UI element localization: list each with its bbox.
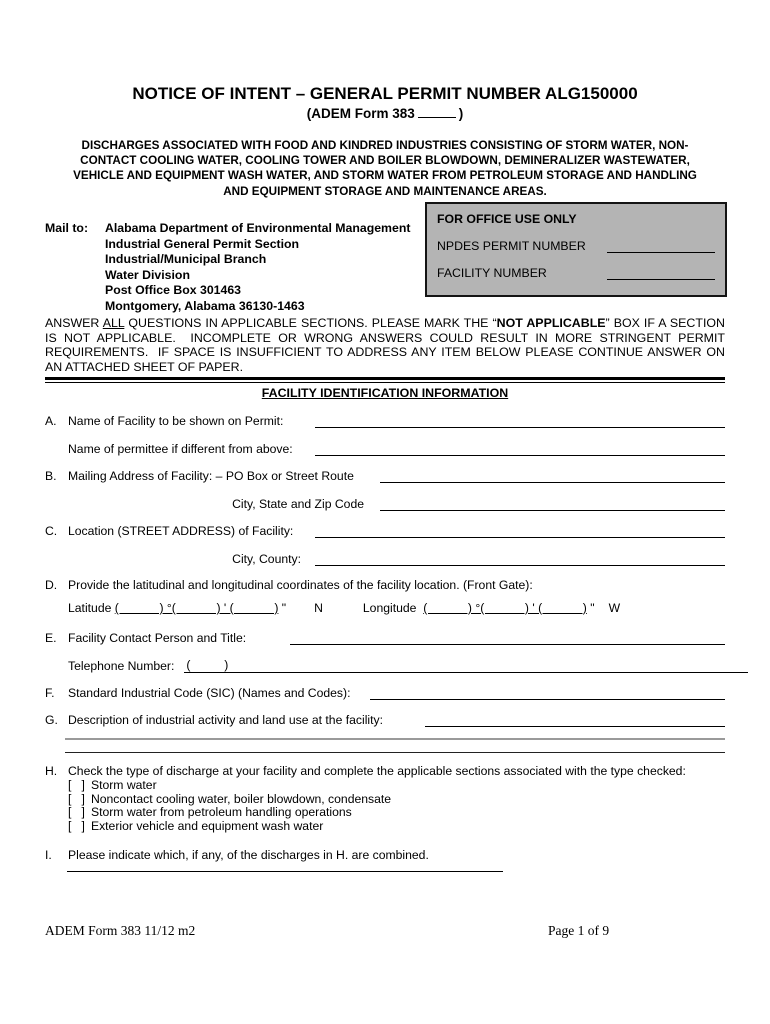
mail-to-line: Alabama Department of Environmental Management	[105, 221, 411, 235]
instructions-text: ANSWER	[45, 316, 103, 330]
npdes-permit-label: NPDES PERMIT NUMBER	[437, 239, 586, 253]
field-row-sic-code	[45, 684, 725, 700]
facility-number-row	[437, 266, 715, 280]
field-row-city-state-zip	[45, 495, 725, 511]
contact-person-blank[interactable]	[290, 643, 725, 645]
mail-to-line: Industrial/Municipal Branch	[105, 252, 267, 267]
telephone-label: Telephone Number:	[68, 659, 175, 673]
item-letter: D.	[45, 578, 58, 592]
city-county-blank[interactable]	[315, 564, 725, 566]
mailing-address-blank[interactable]	[380, 481, 725, 483]
item-letter: B.	[45, 469, 57, 483]
discharge-description	[40, 138, 730, 199]
option-label: Exterior vehicle and equipment wash water	[90, 819, 324, 834]
item-letter: E.	[45, 631, 57, 645]
footer-page-number: Page 1 of 9	[548, 923, 610, 938]
discharge-line: CONTACT COOLING WATER, COOLING TOWER AND BOILER BLOWDOWN, DEMINERALIZER WASTEWATER,	[80, 154, 690, 168]
option-label: Storm water from petroleum handling operations	[90, 805, 352, 820]
field-row-coordinates-intro	[45, 578, 725, 592]
instructions-text: ” BOX IF A SECTION IS NOT APPLICABLE. INCOMPLETE OR WRONG ANSWERS COULD RESULT IN MORE STRINGENT PERMIT REQUIREMENTS. IF SPACE IS INSUFFICIENT TO ADDRESS ANY ITEM BELOW PLEASE CONTINUE ANSWER ON AN ATTACHED SHEET OF PAPER.	[45, 316, 725, 374]
longitude-direction: W	[608, 601, 621, 615]
field-row-discharge-types	[45, 764, 725, 778]
section-header: FACILITY IDENTIFICATION INFORMATION	[261, 386, 509, 400]
item-letter: G.	[45, 713, 58, 727]
checkbox-petroleum-storm-water[interactable]: [ ]	[68, 805, 85, 820]
field-row-lat-long	[45, 601, 748, 615]
latitude-seconds-mark: "	[281, 601, 287, 615]
permittee-name-blank[interactable]	[315, 454, 725, 456]
mail-to-line: Water Division	[105, 267, 190, 282]
subtitle-suffix: )	[458, 106, 464, 121]
facility-number-blank[interactable]	[607, 266, 715, 280]
city-state-zip-blank[interactable]	[380, 509, 725, 511]
location-label: Location (STREET ADDRESS) of Facility:	[68, 524, 294, 538]
instructions-bold-not-applicable: NOT APPLICABLE	[496, 316, 606, 330]
checkbox-storm-water[interactable]: [ ]	[68, 778, 85, 792]
item-letter: F.	[45, 686, 55, 700]
discharge-option	[68, 820, 391, 834]
field-row-activity-description	[45, 711, 725, 727]
latitude-direction: N	[314, 601, 323, 615]
instructions-paragraph	[45, 316, 725, 374]
npdes-permit-row	[437, 239, 715, 253]
location-blank[interactable]	[315, 536, 725, 538]
facility-number-label: FACILITY NUMBER	[437, 266, 547, 280]
longitude-seconds-mark: "	[590, 601, 595, 615]
field-row-location	[45, 522, 725, 538]
latitude-label: Latitude	[68, 601, 112, 615]
option-label: Storm water	[90, 778, 157, 792]
telephone-area-code-blank[interactable]: ( )	[186, 658, 229, 672]
longitude-blanks[interactable]: ( ) °( ) ' ( )	[423, 601, 587, 615]
double-rule-divider	[45, 377, 725, 383]
office-use-box	[425, 202, 727, 297]
city-state-zip-label: City, State and Zip Code	[232, 497, 364, 511]
field-row-contact-person	[45, 629, 725, 645]
facility-name-blank[interactable]	[315, 426, 725, 428]
contact-person-label: Facility Contact Person and Title:	[68, 631, 247, 645]
mailing-address-label: Mailing Address of Facility: – PO Box or Street Route	[68, 469, 354, 483]
field-row-permittee-name	[45, 440, 725, 456]
office-use-title: FOR OFFICE USE ONLY	[437, 212, 577, 226]
sic-code-label: Standard Industrial Code (SIC) (Names and Codes):	[68, 686, 351, 700]
city-county-label: City, County:	[232, 552, 301, 566]
instructions-text: QUESTIONS IN APPLICABLE SECTIONS. PLEASE MARK THE “	[124, 316, 497, 330]
checkbox-wash-water[interactable]: [ ]	[68, 819, 85, 834]
activity-continuation-line-1[interactable]	[65, 738, 725, 740]
item-letter: C.	[45, 524, 58, 538]
item-letter: H.	[45, 764, 58, 778]
sic-code-blank[interactable]	[370, 698, 725, 700]
discharge-line: DISCHARGES ASSOCIATED WITH FOOD AND KINDRED INDUSTRIES CONSISTING OF STORM WATER, NON-	[81, 139, 689, 152]
activity-description-blank[interactable]	[425, 725, 725, 727]
field-row-combined-discharges	[45, 848, 725, 862]
combined-discharges-label: Please indicate which, if any, of the discharges in H. are combined.	[68, 848, 429, 862]
checkbox-noncontact-cooling[interactable]: [ ]	[68, 791, 85, 806]
footer-form-id: ADEM Form 383 11/12 m2	[45, 923, 196, 938]
npdes-permit-blank[interactable]	[607, 239, 715, 253]
field-row-facility-name	[45, 412, 725, 428]
instructions-underlined-all: ALL	[102, 316, 125, 330]
latitude-blanks[interactable]: ( ) °( ) ' ( )	[114, 601, 279, 615]
discharge-option	[68, 793, 391, 807]
telephone-number-blank[interactable]	[230, 671, 748, 673]
item-letter: A.	[45, 414, 57, 428]
facility-name-label: Name of Facility to be shown on Permit:	[68, 414, 284, 428]
discharge-line: AND EQUIPMENT STORAGE AND MAINTENANCE AREAS.	[223, 184, 547, 198]
discharge-option	[68, 779, 391, 793]
longitude-label: Longitude	[362, 601, 417, 615]
form-number-blank[interactable]	[418, 106, 456, 118]
field-row-mailing-address	[45, 467, 725, 483]
coordinates-intro-label: Provide the latitudinal and longitudinal coordinates of the facility location. (Front Gate):	[68, 578, 533, 592]
activity-continuation-line-2[interactable]	[65, 752, 725, 753]
mail-to-line: Industrial General Permit Section	[105, 236, 300, 251]
field-row-telephone	[45, 657, 748, 673]
mail-to-line: Post Office Box 301463	[105, 283, 242, 298]
discharge-option	[68, 806, 391, 820]
item-letter: I.	[45, 848, 52, 862]
combined-discharges-blank[interactable]	[67, 871, 503, 872]
discharge-line: VEHICLE AND EQUIPMENT WASH WATER, AND STORM WATER FROM PETROLEUM STORAGE AND HANDLING	[73, 169, 697, 183]
page-title: NOTICE OF INTENT – GENERAL PERMIT NUMBER ALG150000	[132, 84, 638, 103]
form-number-subtitle	[0, 106, 770, 121]
discharge-types-label: Check the type of discharge at your facility and complete the applicable sections associated with the type checked:	[68, 764, 686, 778]
discharge-type-options	[68, 779, 391, 834]
field-row-city-county	[45, 550, 725, 566]
activity-description-label: Description of industrial activity and land use at the facility:	[68, 713, 384, 727]
mail-to-line: Montgomery, Alabama 36130-1463	[105, 298, 305, 313]
mail-to-address	[105, 221, 410, 315]
permittee-name-label: Name of permittee if different from above:	[68, 442, 293, 456]
mail-to-label: Mail to:	[45, 221, 89, 235]
mail-to-block	[45, 221, 410, 315]
subtitle-prefix: (ADEM Form 383	[306, 106, 415, 121]
option-label: Noncontact cooling water, boiler blowdown, condensate	[90, 791, 392, 806]
